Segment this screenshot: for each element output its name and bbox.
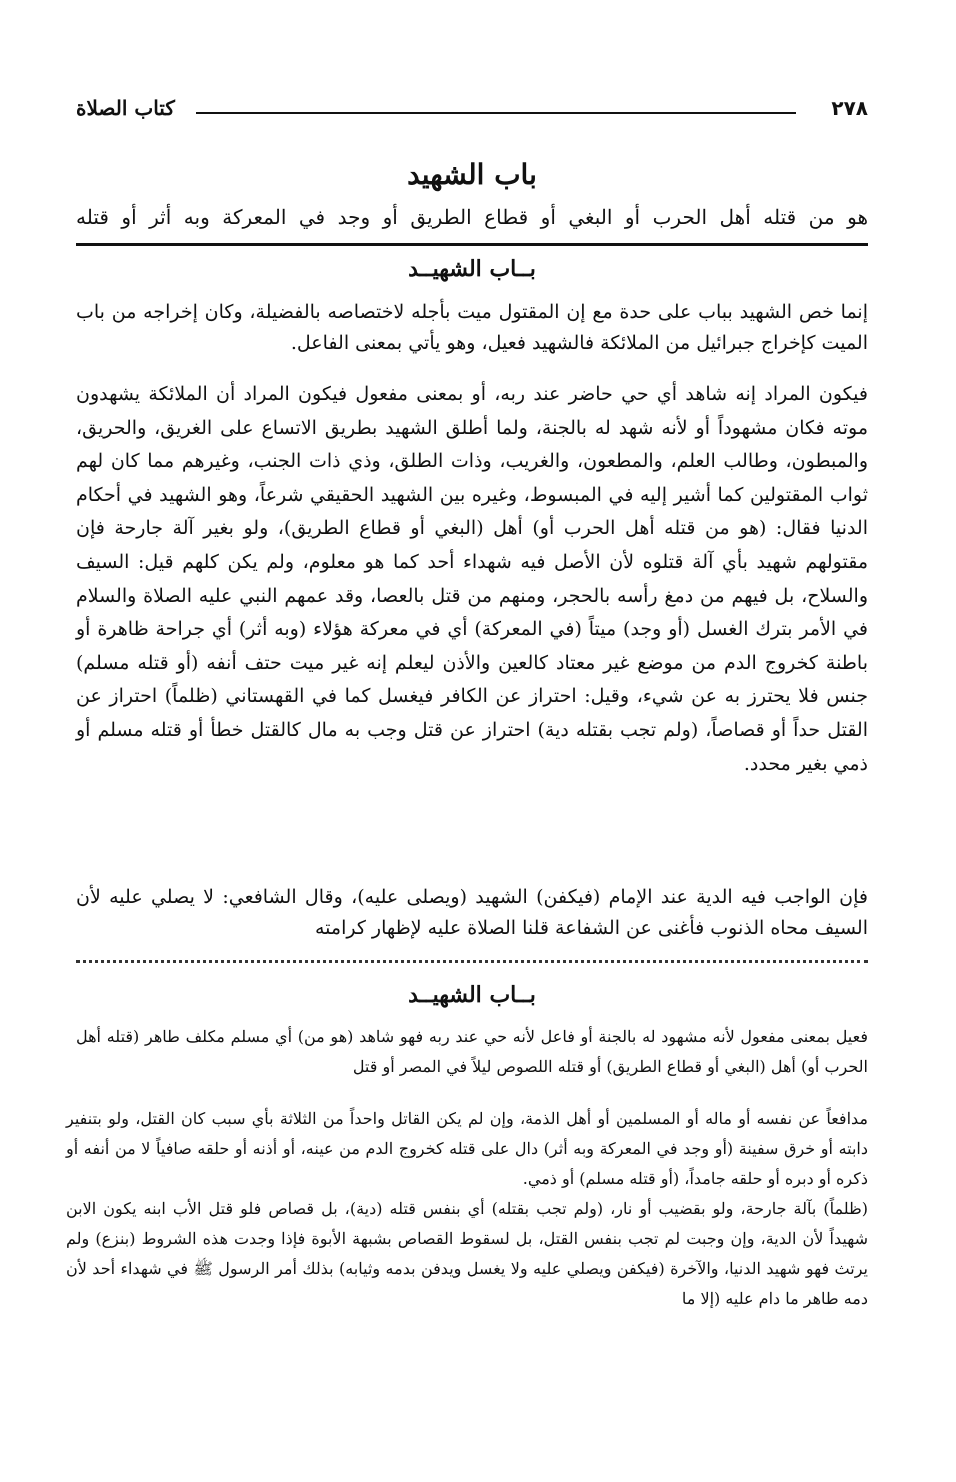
footnote-paragraph: (ظلماً) بآلة جارحة، ولو بقضيب أو نار، (ولم تجب بقتله) أي بنفس قتله (دية)، بل قصاص فلو قتل الأب ابنه يكون الابن شهيداً لأن الدية، وإن وجبت لم تجب بنفس القتل، بل لسقوط القصاص بشبهة الأبوة فإذا وجدت هذه الشروط (بنزع) ولم يرتث فهو شهيد الدنيا، والآخرة (فيكفن ويصلي عليه ولا يغسل ويدفن بدمه وثيابه) بذلك أمر الرسول ﷺ في شهداء أحد لأن دمه طاهر ما دام عليه (إلا ما (66, 1199, 868, 1308)
footnote-paragraph: فعيل بمعنى مفعول لأنه مشهود له بالجنة أو فاعل لأنه حي عند ربه فهو شاهد (هو من) أي مسلم مكلف طاهر (قتله أهل الحرب أو) أهل (البغي أو قطاع الطريق) أو قتله اللصوص ليلاً في المصر أو قتل (76, 1027, 869, 1076)
main-matn-text: هو من قتله أهل الحرب أو البغي أو قطاع الطريق أو وجد في المعركة وبه أثر أو قتله (76, 205, 868, 229)
header-rule (196, 112, 796, 114)
main-chapter-heading: باب الشهيد (407, 158, 537, 191)
commentary-paragraph: فيكون المراد إنه شاهد أي حي حاضر عند ربه، أو بمعنى مفعول فيكون المراد أن الملائكة يشهدون موته فكان مشهوداً أو لأنه شهد له بالجنة، ولما أطلق الشهيد بطريق الاتساع على الغريق، والحريق، والمبطون، وطالب العلم، والمطعون، والغريب، وذات الطلق، وذي ذات الجنب، وغيرهم مما كان لهم ثواب المقتولين كما أشير إليه في المبسوط، وغيره بين الشهيد الحقيقي شرعاً، وهو الشهيد في أحكام الدنيا فقال: (هو من قتله أهل الحرب أو) أهل (البغي أو قطاع الطريق)، ولو بغير آلة جارحة فإن مقتولهم شهيد بأي آلة قتلوه لأن الأصل فيه شهداء أحد كما هو معلوم، ولم يكن كلهم قيل: السيف والسلاح، بل فيهم من دمغ رأسه بالحجر، ومنهم من قتل بالعصا، وقد عمهم النبي عليه الصلاة والسلام في الأمر بترك الغسل (أو وجد) ميتاً (في المعركة) أي في معركة هؤلاء (وبه أثر) أي جراحة ظاهرة أو باطنة كخروج الدم من موضع غير معتاد كالعين والأذن ليعلم إنه غير ميت حتف أنفه (أو قتله مسلم) جنس فلا يحترز به عن شيء، وقيل: احتراز عن الكافر فيغسل كما في القهستاني (ظلماً) احتراز عن القتل حداً أو قصاصاً، (ولم تجب بقتله دية) احتراز عن قتل وجب به مال كالقتل خطأ أو قتله مسلم أو ذمي بغير محدد. (76, 383, 868, 775)
page-number: ٢٧٨ (831, 96, 868, 120)
commentary-heading: بــاب الشهيــد (408, 256, 536, 282)
footnote-heading: بــاب الشهيــد (408, 982, 536, 1008)
footnote-divider (76, 960, 868, 963)
running-header (76, 96, 868, 126)
commentary-paragraph: إنما خص الشهيد بباب على حدة مع إن المقتول ميت بأجله لاختصاصه بالفضيلة، وكان إخراجه من باب الميت كإخراج جبرائيل من الملائكة فالشهيد فعيل، وهو يأتي بمعنى الفاعل. (76, 301, 868, 354)
main-text-divider (76, 243, 868, 246)
commentary-paragraph: فإن الواجب فيه الدية عند الإمام (فيكفن) الشهيد (ويصلى عليه)، وقال الشافعي: لا يصلي عليه لأن السيف محاه الذنوب فأغنى عن الشفاعة قلنا الصلاة عليه لإظهار كرامته (76, 886, 868, 939)
book-title: كتاب الصلاة (76, 96, 175, 120)
footnote-paragraph: مدافعاً عن نفسه أو ماله أو المسلمين أو أهل الذمة، وإن لم يكن القاتل واحداً من الثلاثة بأي سبب كان القتل، ولو بتنفير دابته أو خرق سفينة (أو وجد في المعركة وبه أثر) دال على قتله كخروج الدم من عينه، أو أذنه أو حلقه صافياً لا من أنفه أو ذكره أو دبره أو حلقه جامداً، (أو قتله مسلم) أو ذمي. (66, 1109, 868, 1188)
